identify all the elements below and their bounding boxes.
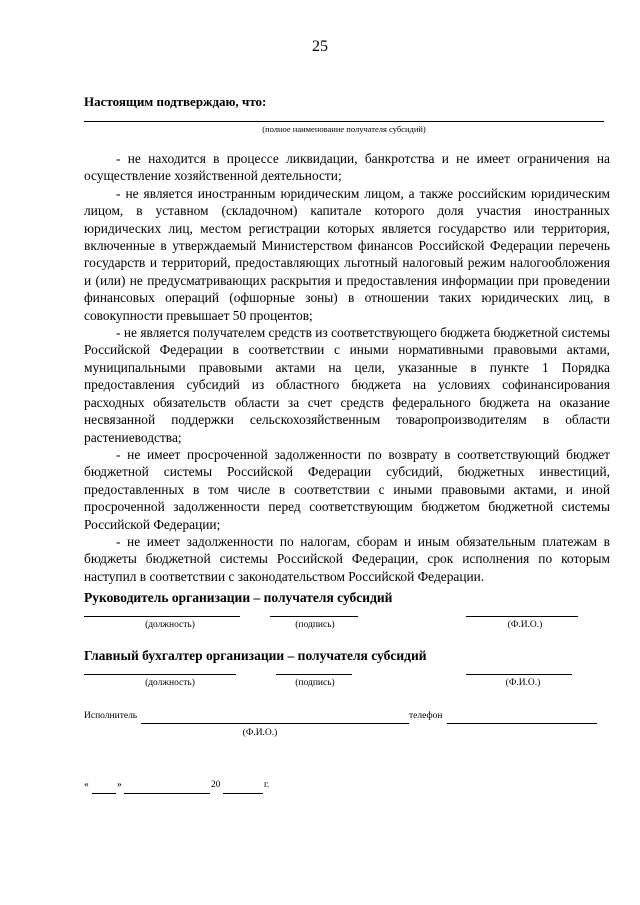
date-close-quote: » [117, 780, 122, 790]
paragraph: - не находится в процессе ликвидации, банкротства и не имеет ограничения на осуществление хозяйственной деятельности; [84, 151, 610, 184]
accountant-position-line [84, 674, 236, 675]
paragraph: - не является иностранным юридическим лицом, а также российским юридическим лицом, в уставном (складочном) капитале которого доля участия иностранных юридических лиц, местом регистрации которых является государство или территория, включенные в утверждаемый Министерством финансов Российской Федерации перечень государств и территорий, предоставляющих льготный налоговый режим налогообложения и (или) не предусматривающих раскрытия и предоставления информации при проведении финансовых операций (офшорные зоны) в отношении таких юридических лиц, в совокупности превышает 50 процентов; [84, 185, 610, 323]
date-open-quote: « [84, 780, 89, 790]
head-fio-caption: (Ф.И.О.) [507, 620, 543, 630]
accountant-position-caption: (должность) [145, 678, 195, 688]
recipient-name-line [84, 121, 604, 122]
executor-phone-line [447, 723, 597, 724]
intro-heading: Настоящим подтверждаю, что: [84, 94, 267, 109]
executor-fio-line [141, 723, 409, 724]
recipient-name-caption: (полное наименование получателя субсидий) [262, 124, 426, 134]
accountant-signature-line [276, 674, 352, 675]
paragraph: - не имеет просроченной задолженности по возврату в соответствующий бюджет бюджетной системы Российской Федерации субсидий, бюджетных инвестиций, предоставленных в том числе в соответствии с иными правовыми актами, и иной просроченной задолженности перед соответствующим бюджетом бюджетной системы Российской Федерации; [84, 446, 610, 532]
head-signature-line [270, 616, 358, 617]
head-fio-line [466, 616, 578, 617]
confirmation-text [84, 150, 610, 585]
head-signature-caption: (подпись) [295, 620, 335, 630]
accountant-signature-caption: (подпись) [295, 678, 335, 688]
accountant-signature-title: Главный бухгалтер организации – получателя субсидий [84, 648, 427, 663]
head-signature-title: Руководитель организации – получателя субсидий [84, 590, 393, 605]
executor-label: Исполнитель [84, 711, 138, 721]
head-position-caption: (должность) [145, 620, 195, 630]
date-month-line [124, 793, 210, 794]
date-day-line [92, 793, 116, 794]
executor-fio-caption: (Ф.И.О.) [242, 728, 278, 738]
executor-phone-label: телефон [409, 711, 443, 721]
paragraph: - не является получателем средств из соответствующего бюджета бюджетной системы Российской Федерации в соответствии с иными нормативными правовыми актами, муниципальными правовыми актами на цели, указанные в пункте 1 Порядка предоставления субсидий из областного бюджета на условиях софинансирования расходных обязательств области за счет средств федерального бюджета на оказание несвязанной поддержки сельскохозяйственным товаропроизводителям в области растениеводства; [84, 325, 610, 445]
accountant-fio-caption: (Ф.И.О.) [505, 678, 541, 688]
date-year-line [223, 793, 263, 794]
page-number: 25 [312, 38, 328, 55]
date-year-suffix: г. [264, 780, 270, 790]
date-year-prefix: 20 [211, 780, 221, 790]
head-position-line [84, 616, 240, 617]
accountant-fio-line [466, 674, 572, 675]
paragraph: - не имеет задолженности по налогам, сборам и иным обязательным платежам в бюджеты бюджетной системы Российской Федерации, срок исполнения по которым наступил в соответствии с законодательством Российской Федерации. [84, 533, 610, 584]
